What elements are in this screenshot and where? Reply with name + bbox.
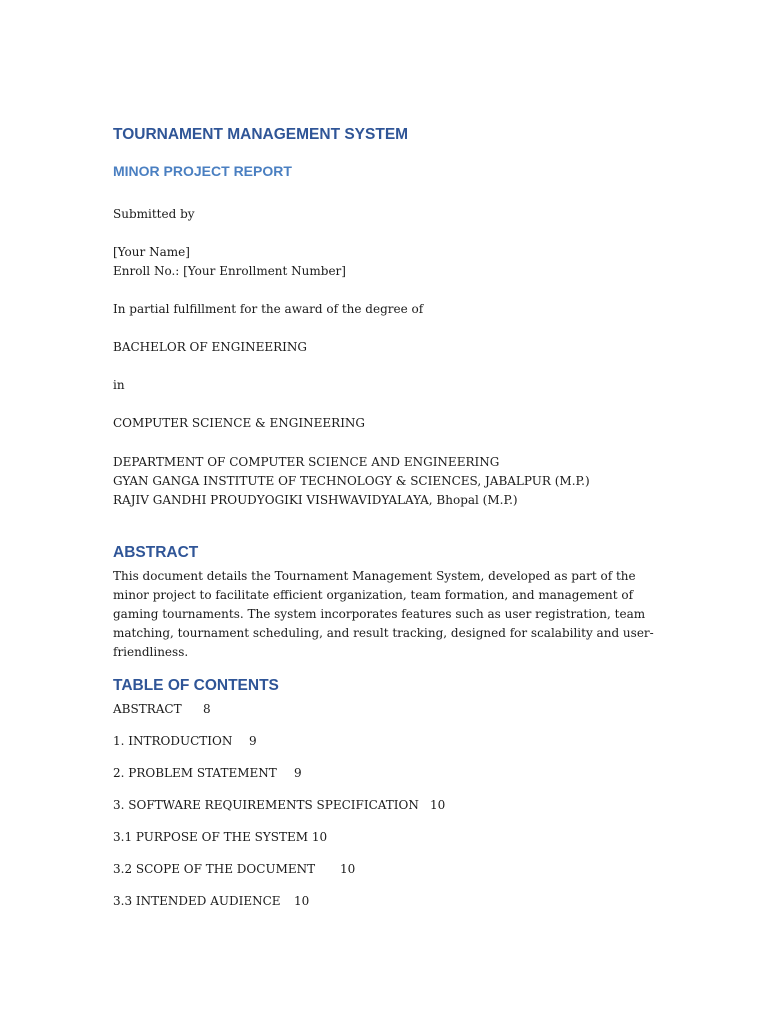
toc-entry-page: 10	[294, 894, 310, 908]
document-subtitle: MINOR PROJECT REPORT	[113, 163, 292, 179]
student-name: [Your Name]	[113, 245, 190, 259]
toc-entry-label: 3.3 INTENDED AUDIENCE	[113, 894, 281, 908]
degree-name: BACHELOR OF ENGINEERING	[113, 340, 307, 354]
toc-heading: TABLE OF CONTENTS	[113, 677, 279, 694]
university-name: RAJIV GANDHI PROUDYOGIKI VISHWAVIDYALAYA, Bhopal (M.P.)	[113, 493, 518, 507]
fulfillment-text: In partial fulfillment for the award of the degree of	[113, 302, 424, 316]
document-title: TOURNAMENT MANAGEMENT SYSTEM	[113, 126, 409, 143]
toc-entry-label: ABSTRACT	[113, 702, 182, 716]
department-name: DEPARTMENT OF COMPUTER SCIENCE AND ENGINEERING	[113, 455, 500, 469]
toc-entry-page: 10	[430, 798, 446, 812]
branch-name: COMPUTER SCIENCE & ENGINEERING	[113, 416, 366, 430]
toc-entry-page: 8	[203, 702, 211, 716]
toc-entry-page: 9	[249, 734, 257, 748]
submitted-by-text: Submitted by	[113, 207, 195, 221]
abstract-text: This document details the Tournament Management System, developed as part of the minor project to facilitate efficient organization, team formation, and management of gaming tournaments. The system incorporates features such as user registration, team matching, tournament scheduling, and result tracking, designed for scalability and user-friendliness.	[113, 569, 654, 659]
toc-entry-label: 1. INTRODUCTION	[113, 734, 233, 748]
toc-entry[interactable]	[113, 700, 211, 719]
enrollment-number: Enroll No.: [Your Enrollment Number]	[113, 264, 346, 278]
abstract-heading: ABSTRACT	[113, 544, 199, 561]
in-text: in	[113, 378, 125, 392]
toc-entry[interactable]	[113, 732, 257, 751]
toc-entry[interactable]	[113, 892, 310, 911]
toc-entry-label: 3. SOFTWARE REQUIREMENTS SPECIFICATION	[113, 798, 419, 812]
institute-name: GYAN GANGA INSTITUTE OF TECHNOLOGY & SCIENCES, JABALPUR (M.P.)	[113, 474, 590, 488]
toc-entry-label: 2. PROBLEM STATEMENT	[113, 766, 277, 780]
toc-entry-page: 10	[340, 862, 356, 876]
toc-entry-page: 9	[294, 766, 302, 780]
toc-entry[interactable]	[113, 828, 327, 847]
toc-entry-label: 3.1 PURPOSE OF THE SYSTEM	[113, 830, 309, 844]
toc-entry-page: 10	[311, 830, 328, 844]
toc-entry[interactable]	[113, 796, 446, 815]
toc-entry-label: 3.2 SCOPE OF THE DOCUMENT	[113, 862, 316, 876]
toc-entry[interactable]	[113, 860, 356, 879]
toc-entry[interactable]	[113, 764, 302, 783]
